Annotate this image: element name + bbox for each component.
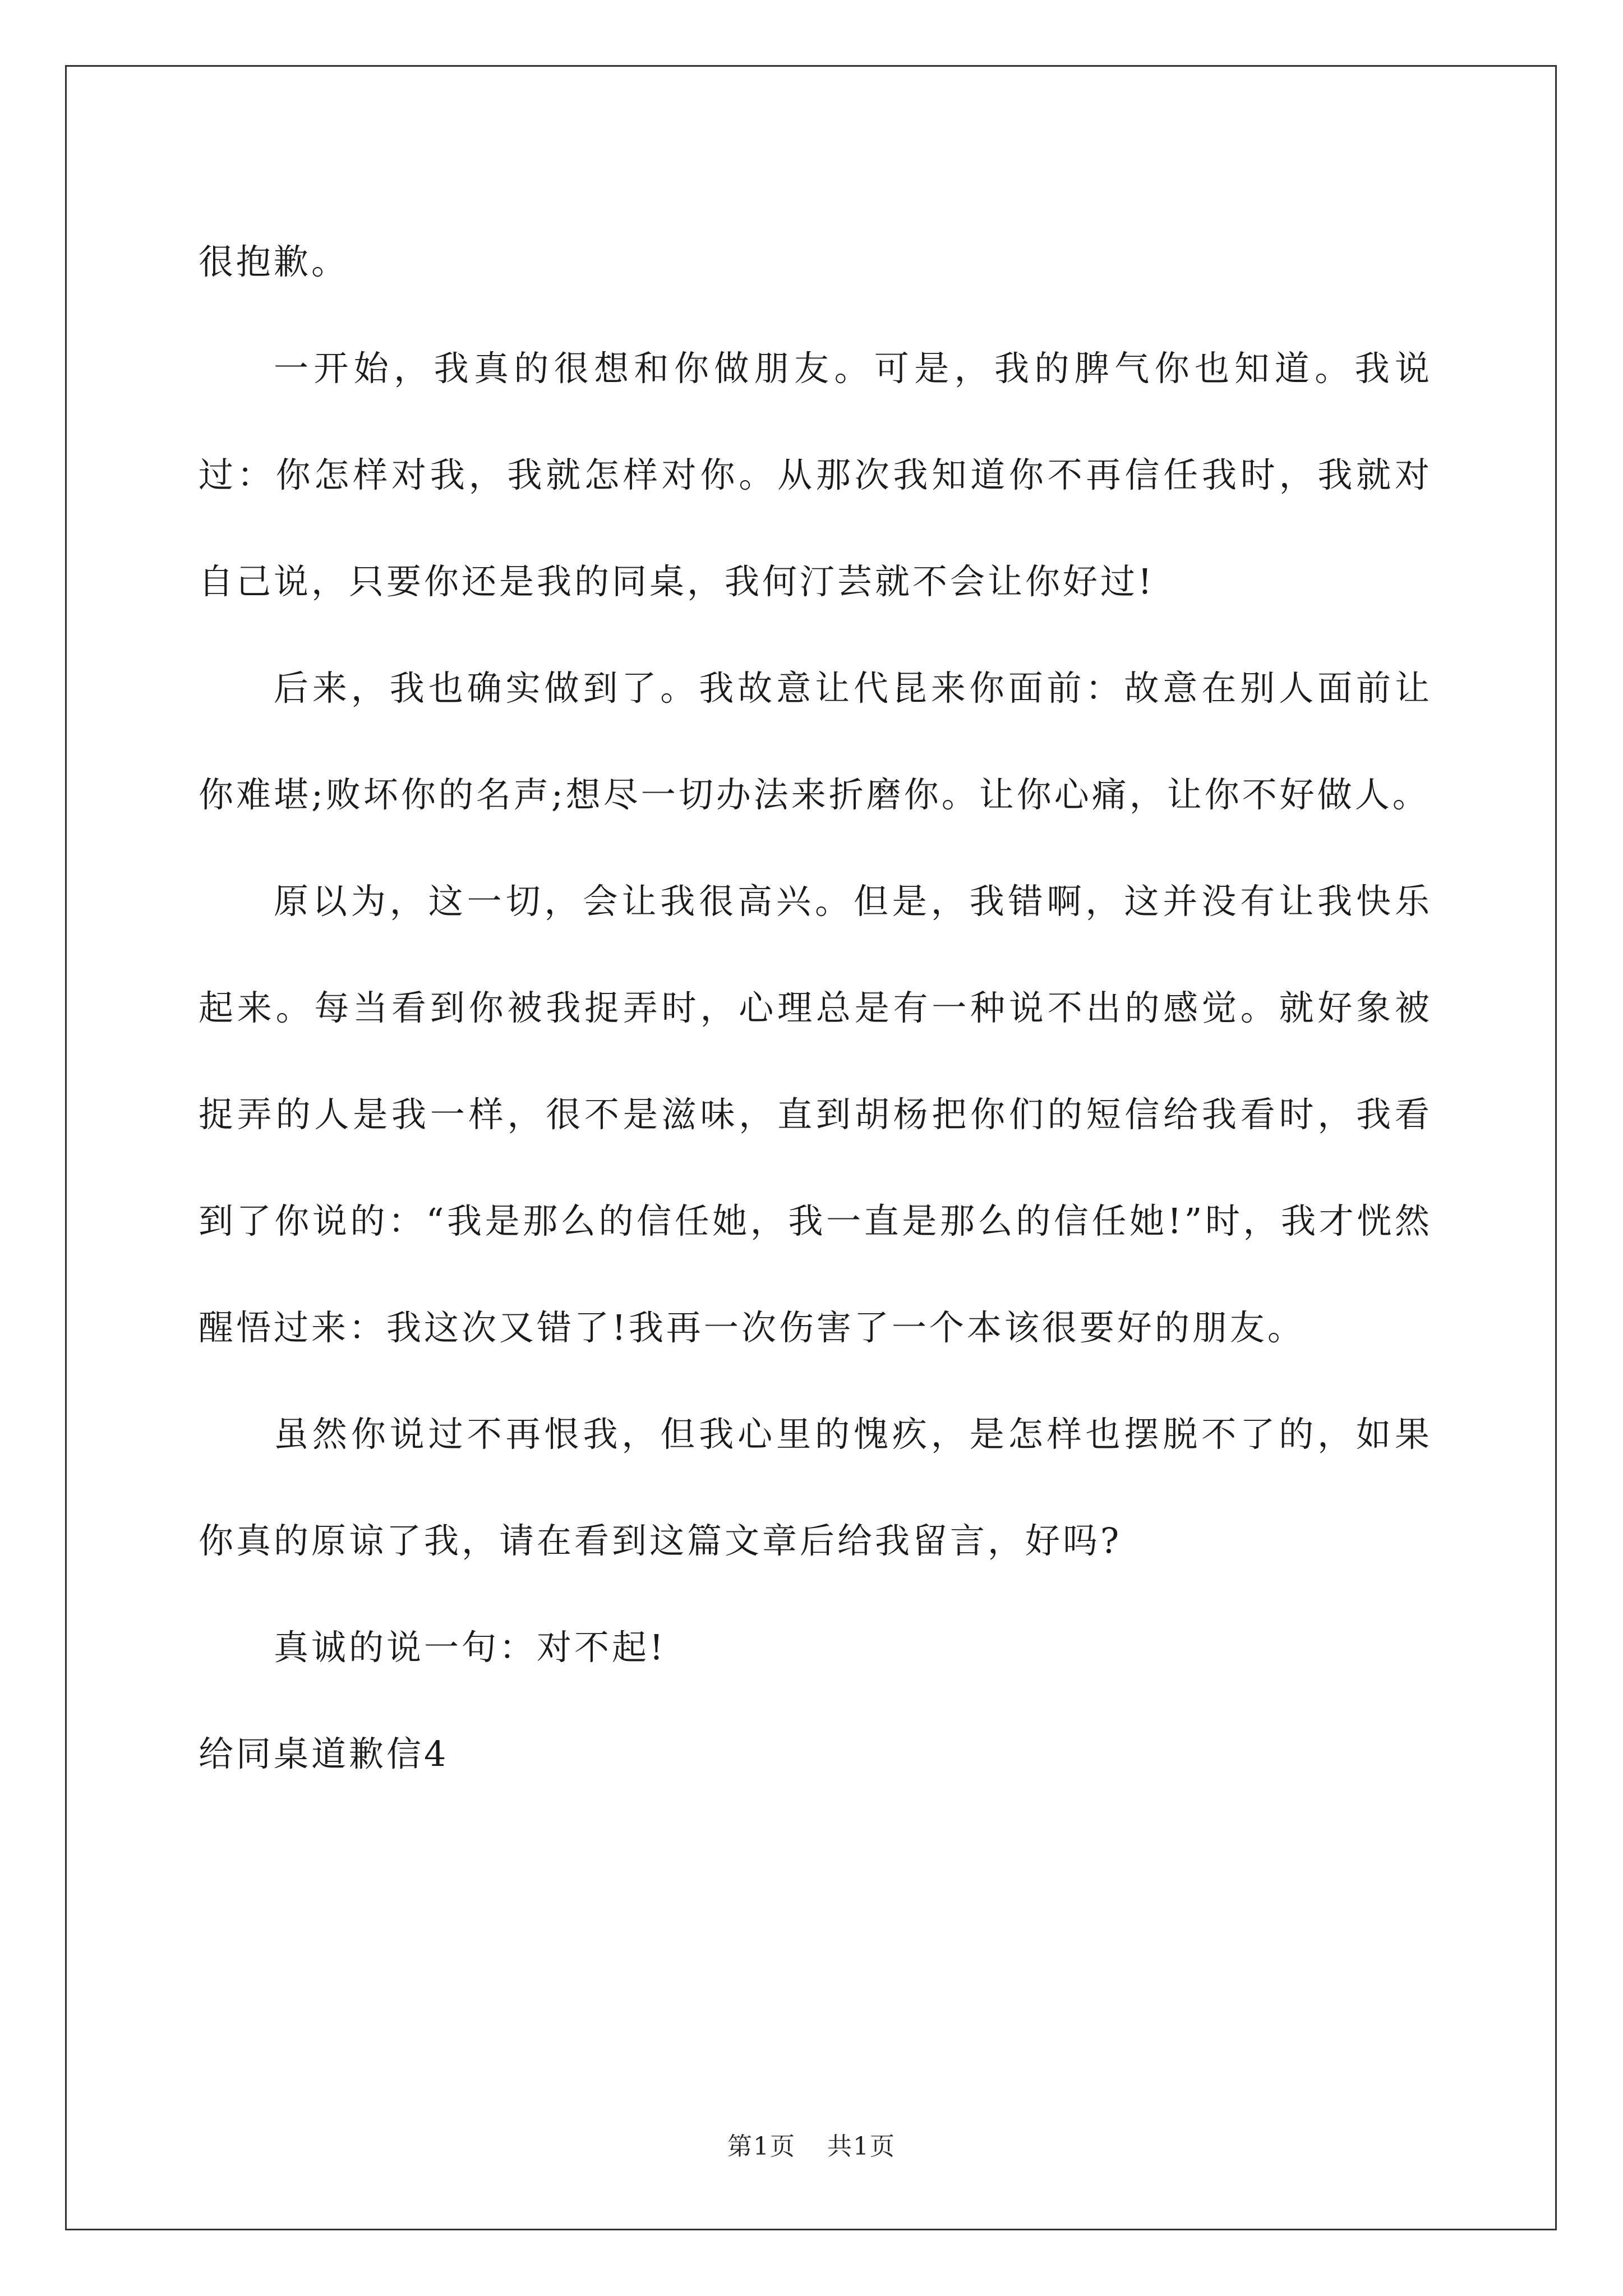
- paragraph-1: 很抱歉。: [199, 241, 349, 282]
- paragraph-3: 后来，我也确实做到了。我故意让代昆来你面前：故意在别人面前让你难堪;败坏你的名声;想尽一切办法来折磨你。让你心痛，让你不好做人。: [199, 668, 1432, 815]
- page-footer: [0, 2126, 1623, 2162]
- document-body: [199, 209, 1432, 1807]
- page-number-current: 第1页: [727, 2132, 796, 2161]
- paragraph-2: 一开始，我真的很想和你做朋友。可是，我的脾气你也知道。我说过：你怎样对我，我就怎样对你。从那次我知道你不再信任我时，我就对自己说，只要你还是我的同桌，我何汀芸就不会让你好过!: [199, 348, 1432, 602]
- paragraph-5: 虽然你说过不再恨我，但我心里的愧疚，是怎样也摆脱不了的，如果你真的原谅了我，请在看到这篇文章后给我留言，好吗?: [199, 1414, 1432, 1561]
- paragraph-4: 原以为，这一切，会让我很高兴。但是，我错啊，这并没有让我快乐起来。每当看到你被我捉弄时，心理总是有一种说不出的感觉。就好象被捉弄的人是我一样，很不是滋味，直到胡杨把你们的短信给我看时，我看到了你说的：“我是那么的信任她，我一直是那么的信任她!”时，我才恍然醒悟过来：我这次又错了!我再一次伤害了一个本该很要好的朋友。: [199, 881, 1432, 1348]
- page-number-total: 共1页: [827, 2132, 896, 2161]
- section-heading: 给同桌道歉信4: [199, 1733, 449, 1774]
- paragraph-6: 真诚的说一句：对不起!: [274, 1627, 666, 1668]
